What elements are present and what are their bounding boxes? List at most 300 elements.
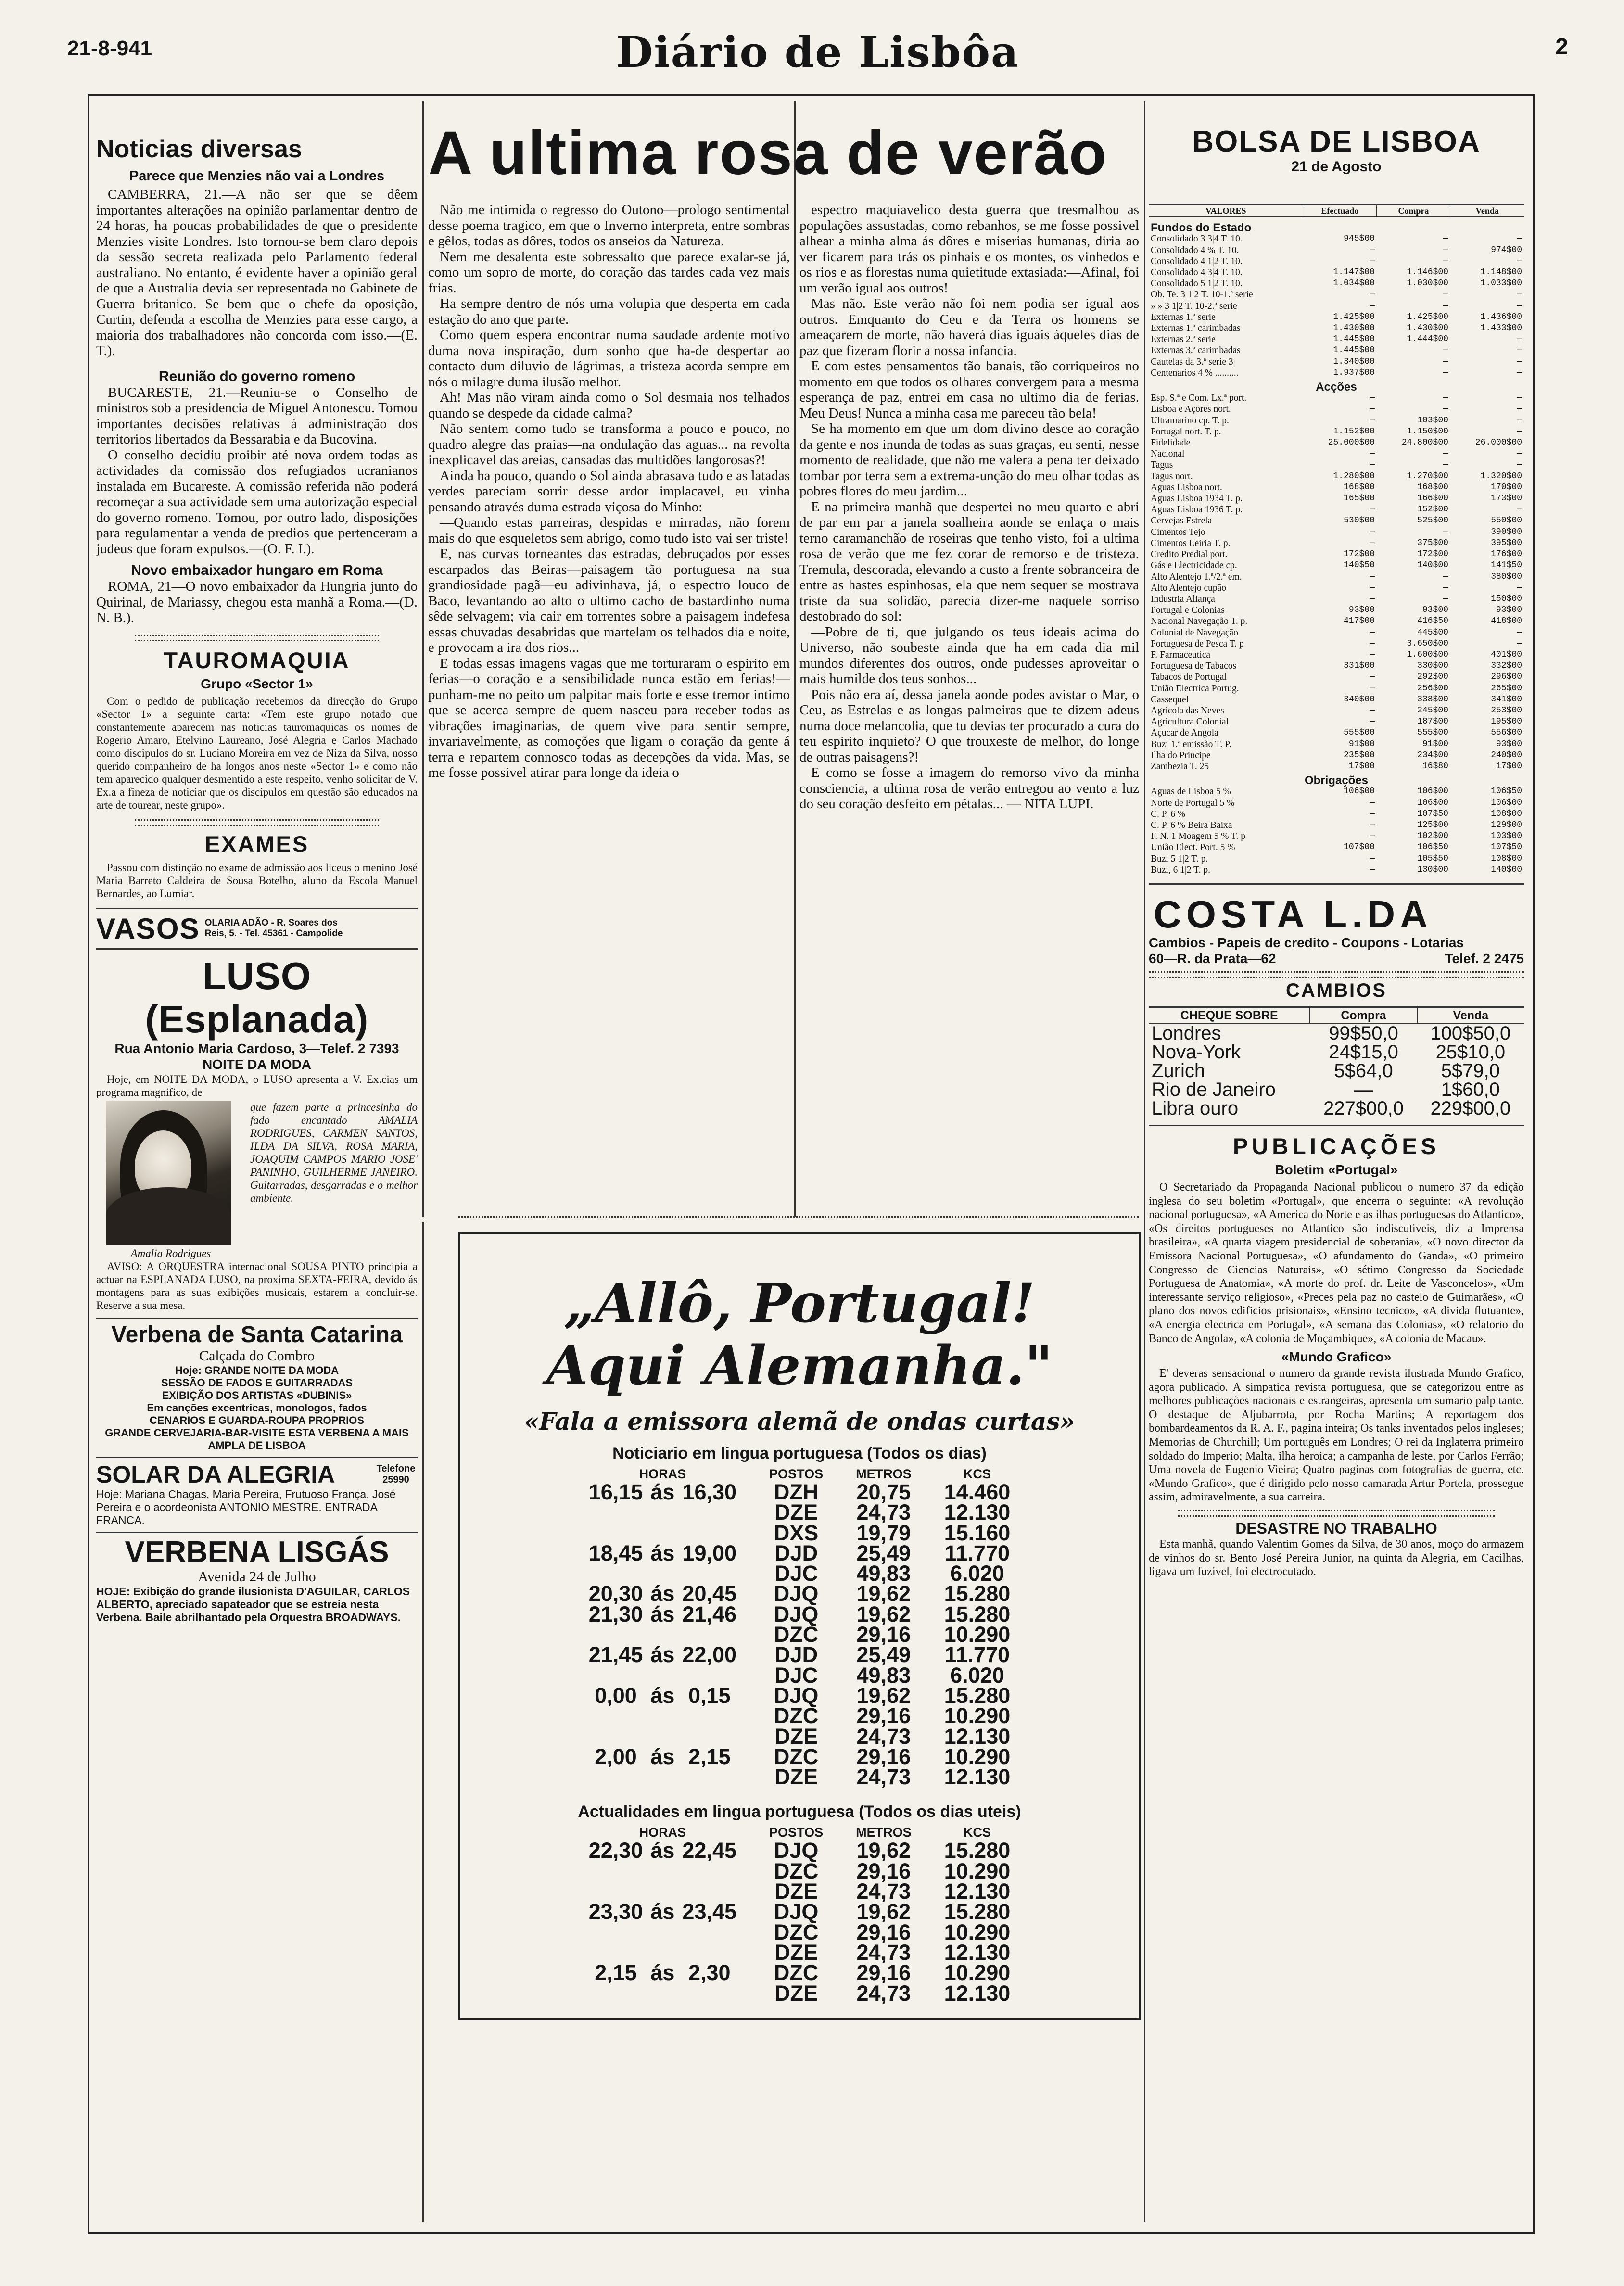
schedule-row-cell [678,1881,740,1902]
bolsa-row [1149,245,1524,256]
bolsa-row-cell: Colonial de Navegação [1151,627,1238,638]
schedule-row-cell: 49,83 [856,1561,911,1586]
schedule-row-cell: 29,16 [856,1858,911,1883]
bolsa-row-cell: 172$00 [1344,549,1375,559]
bolsa-row-cell: 1.270$00 [1407,471,1448,481]
solar-title: SOLAR DA ALEGRIA [96,1460,335,1488]
bolsa-row [1149,572,1524,583]
bolsa-row [1149,864,1524,876]
bolsa-row-cell: Buzi, 6 1|2 T. p. [1151,864,1210,875]
schedule-row [585,1482,1015,1502]
cambios-row [1149,1099,1524,1118]
schedule-row [585,1502,1015,1523]
bolsa-row [1149,448,1524,459]
schedule-row-cell: DZE [774,1940,818,1965]
bolsa-row [1149,404,1524,415]
bolsa-row [1149,705,1524,716]
bolsa-row-cell: Portugal nort. T. p. [1151,426,1221,437]
cambios-row-cell: 99$50,0 [1329,1022,1398,1044]
bolsa-row-cell: Gás e Electricidade cp. [1151,560,1237,571]
bolsa-section: Fundos do Estado [1151,221,1252,235]
lisgas-body: HOJE: Exibição do grande ilusionista D'AGUILAR, CARLOS ALBERTO, apreciado sapateador que se estreia nesta Verbena. Baile abrilhantado pela Orquestra BROADWAYS. [96,1585,410,1624]
bolsa-row-cell: — [1517,356,1522,367]
bolsa-row-cell: Cervejas Estrela [1151,516,1212,526]
schedule-row-cell: 29,16 [856,1919,911,1944]
bolsa-row-cell: — [1517,627,1522,637]
luso-address: Rua Antonio Maria Cardoso, 3—Telef. 2 7393 [114,1041,399,1056]
schedule-row-cell: 10.290 [944,1960,1011,1985]
bolsa-row-cell: 168$00 [1417,482,1448,492]
schedule-row-cell: DJC [774,1561,818,1586]
col-horas: HORAS [639,1467,686,1481]
cambios-row-cell: 5$64,0 [1334,1060,1393,1081]
bolsa-row [1149,368,1524,379]
bolsa-row-cell: 24.800$00 [1401,438,1448,448]
cambios-row-cell: 100$50,0 [1430,1022,1511,1044]
bolsa-row-cell: — [1443,245,1448,255]
column-rule [422,1222,424,2222]
schedule-row-cell: DZE [774,1981,818,2006]
bolsa-row-cell: 165$00 [1344,494,1375,504]
schedule-row-cell [647,1523,678,1543]
bolsa-row-cell: 1.600$00 [1407,649,1448,660]
cambios-row [1149,1043,1524,1062]
schedule-row [585,1943,1015,1963]
bolsa-row [1149,716,1524,727]
bolsa-row [1149,527,1524,538]
bolsa-row-cell: 140$00 [1417,560,1448,571]
schedule-row-cell: 23,45 [682,1899,737,1924]
bolsa-row-cell: Ob. Te. 3 1|2 T. 10-1.ª serie [1151,290,1253,300]
bolsa-row-cell: 380$00 [1491,572,1522,582]
bolsa-row [1149,278,1524,289]
verbena-line: GRANDE CERVEJARIA-BAR-VISITE ESTA VERBENA A MAIS AMPLA DE LISBOA [105,1426,409,1451]
bolsa-row-cell: — [1517,505,1522,515]
schedule-row-cell: DZE [774,1765,818,1790]
schedule-row-cell: 12.130 [944,1500,1011,1525]
bolsa-row-cell: — [1370,393,1375,403]
issue-date: 21-8-941 [67,37,152,60]
bolsa-row-cell: 234$00 [1417,750,1448,760]
bolsa-row-cell: — [1370,627,1375,637]
verbena-line: EXIBIÇÃO DOS ARTISTAS «DUBINIS» [162,1389,352,1401]
radio-ad [458,1232,1141,2020]
bolsa-row [1149,437,1524,448]
bolsa-row-cell: 265$00 [1491,683,1522,693]
bolsa-row-cell: — [1370,594,1375,604]
schedule-row-cell: 19,62 [856,1581,911,1606]
col-postos: POSTOS [769,1467,824,1481]
cambios-header [1149,1007,1524,1024]
bolsa-row-cell: Agricultura Colonial [1151,717,1229,727]
schedule-row-cell [585,1861,647,1881]
cambios-row-cell: 227$00,0 [1323,1097,1404,1119]
schedule-row-cell: ás [650,1838,675,1863]
article-paragraph: E com estes pensamentos tão banais, tão corriqueiros no momento em que todos os olhares convergem para a mesma esperança de paz, entrei em casa no ultimo dia de ferias. Meu Deus! Nunca a minha casa me pareceu tão bela! [799,358,1139,421]
bolsa-row-cell: 1.444$00 [1407,334,1448,344]
publicacoes-subtitle-1: Boletim «Portugal» [1275,1162,1398,1177]
bolsa-row-cell: 140$00 [1491,864,1522,875]
bolsa-section: Obrigações [1304,774,1369,787]
desastre-title: DESASTRE NO TRABALHO [1235,1520,1437,1537]
bolsa-row-cell: 418$00 [1491,616,1522,626]
bolsa-row-cell: — [1517,368,1522,378]
bolsa-row-cell: Externas 1.ª carimbadas [1151,323,1241,334]
schedule-row-cell: ás [650,1480,675,1504]
schedule-row-cell: 25,49 [856,1642,911,1667]
bolsa-row-cell: Açucar de Angola [1151,728,1218,738]
bolsa-row [1149,549,1524,560]
schedule-row-cell: 12.130 [944,1724,1011,1749]
divider [135,635,379,641]
bolsa-row-cell: 256$00 [1417,683,1448,693]
verbena-subtitle: Calçada do Combro [199,1347,315,1364]
bolsa-row-cell: — [1370,683,1375,693]
bolsa-row-cell: C. P. 6 % [1151,809,1186,819]
bolsa-row [1149,301,1524,312]
schedule-row-cell [647,1922,678,1943]
schedule-row-cell: 2,15 [688,1744,731,1769]
schedule-row [585,1767,1015,1787]
schedule-row-cell [678,1861,740,1881]
schedule-row-cell: 11.770 [944,1642,1010,1667]
bolsa-row-cell: — [1370,449,1375,459]
bolsa-row-cell: — [1517,290,1522,300]
schedule-row-cell: 24,73 [856,1724,911,1749]
bolsa-row-cell: 417$00 [1344,616,1375,626]
bolsa-row [1149,853,1524,864]
schedule-row-cell: 22,45 [682,1838,737,1863]
bolsa-row-cell: 1.030$00 [1407,279,1448,289]
bolsa-row-cell: Consolidado 5 1|2 T. 10. [1151,279,1243,289]
bolsa-row-cell: — [1517,256,1522,266]
bolsa-row-cell: — [1517,334,1522,344]
cambios-row-cell: 229$00,0 [1430,1097,1511,1119]
bolsa-row [1149,638,1524,649]
article-paragraph: Como quem espera encontrar numa saudade ardente motivo duma nova inspiração, dum sonho que ha-de despertar ao contacto dum diluvio de lágrimas, a tristeza acorda sempre em nós o milagre duma ilusão melhor. [428,327,790,390]
bolsa-row-cell: Externas 1.ª serie [1151,312,1216,322]
schedule-row-cell: DJQ [774,1899,819,1924]
bolsa-row [1149,289,1524,300]
schedule-row-cell: 6.020 [950,1663,1004,1688]
bolsa-row-cell: 401$00 [1491,649,1522,660]
schedule-row-cell: ás [650,1642,675,1667]
schedule-row [585,1706,1015,1726]
schedule-row-cell [585,1706,647,1726]
schedule-row-cell: 2,30 [688,1960,731,1985]
schedule-row-cell: 15.280 [944,1601,1011,1626]
tauromaquia-body: Com o pedido de publicação recebemos da direcção do Grupo «Sector 1» a seguinte carta: «Tem este grupo notado que constantemente aparecem nas noticias tauromaquicas os nomes de Rogerio Amaro, Etelvino Laureano, José Alegria e Carlos Machado como discipulos do sr. Luciano Moreira em vez de Niza da Silva, nosso querido companheiro de ha longos anos neste «Sector 1» e como não tem aparecido qualquer desmentido a este respeito, venho solicitar de V. Ex.a a fineza de noticiar que os discipulos em questão são educados na arte de tourear, neste grupo». [96,695,418,811]
schedule-row-cell [585,1665,647,1686]
bolsa-row-cell: Industria Aliança [1151,594,1215,604]
schedule-row-cell [585,1767,647,1787]
bolsa-row-cell: Tagus nort. [1151,471,1193,482]
schedule-row-cell: DZH [774,1480,819,1504]
bolsa-row-cell: 166$00 [1417,494,1448,504]
vasos-title: VASOS [96,912,200,945]
schedule-row-cell: 24,73 [856,1981,911,2006]
newspaper-title: Diário de Lisbôa [616,27,1020,77]
schedule-row-cell: 10.290 [944,1744,1011,1769]
col-efectuado: Efectuado [1303,205,1377,217]
bolsa-row-cell: Alto Alentejo cupão [1151,583,1227,593]
schedule-row-cell: 19,62 [856,1683,911,1708]
schedule-row-cell [585,1983,647,2004]
schedule-row [585,1625,1015,1645]
bolsa-row [1149,809,1524,820]
bolsa-row-cell: 338$00 [1417,694,1448,704]
col-kcs: KCS [963,1825,991,1840]
bolsa-row [1149,616,1524,627]
bolsa-row-cell: — [1517,345,1522,356]
schedule-row-cell [647,1665,678,1686]
col-cheque: CHEQUE SOBRE [1149,1007,1310,1024]
right-column [1149,101,1524,1579]
bolsa-row-cell: — [1370,245,1375,255]
schedule-row-cell: 15.280 [944,1838,1011,1863]
lisgas-subtitle: Avenida 24 de Julho [198,1568,316,1585]
bolsa-row-cell: 1.034$00 [1333,279,1375,289]
bolsa-row-cell: Buzi 1.ª emissão T. P. [1151,739,1231,749]
bolsa-row-cell: 332$00 [1491,661,1522,671]
schedule-row-cell [647,1881,678,1902]
cambios-title: CAMBIOS [1286,979,1387,1001]
schedule-row-cell: DJQ [774,1838,819,1863]
bolsa-row-cell: 187$00 [1417,717,1448,727]
bolsa-row-cell: 102$00 [1417,831,1448,841]
bolsa-row-cell: 129$00 [1491,820,1522,830]
bolsa-row [1149,267,1524,278]
bolsa-row-cell: 26.000$00 [1475,438,1522,448]
bolsa-row-cell: — [1370,649,1375,660]
desastre-body: Esta manhã, quando Valentim Gomes da Silva, de 30 anos, moço do armazem de vinhos do sr. Bento José Pereira Junior, na quinta da Alegria, em Cacilhas, ligava um fuzivel, foi electrocutado. [1149,1538,1524,1578]
bolsa-row-cell: União Elect. Port. 5 % [1151,842,1235,853]
article-paragraph: Pois não era aí, dessa janela aonde podes avistar o Mar, o Ceu, as Estrelas e as longas palmeiras que te dizem adeus numa doce melancolia, que tu devias ter procurado a cura do teu espirito inquieto? O que trouxeste de melhor, do longe de outras paisagens?! [799,686,1139,765]
bolsa-row-cell: 1.148$00 [1480,267,1522,278]
schedule-row-cell: ás [650,1601,675,1626]
schedule-row-cell [647,1727,678,1747]
bolsa-row-cell: — [1370,527,1375,537]
schedule-row-cell [678,1767,740,1787]
bolsa-row-cell: — [1370,798,1375,808]
bolsa-row-cell: Aguas de Lisboa 5 % [1151,787,1231,797]
publicacoes-subtitle-2: «Mundo Grafico» [1281,1349,1392,1365]
schedule-row [585,1841,1015,1861]
bolsa-row-cell: — [1370,290,1375,300]
schedule-row-cell [647,1943,678,1963]
bolsa-row-cell: 1.445$00 [1333,345,1375,356]
schedule-row-cell: 0,00 [595,1683,637,1708]
bolsa-row-cell: — [1370,538,1375,548]
headline-menzies: Parece que Menzies não vai a Londres [129,168,385,184]
schedule-row [585,1881,1015,1902]
bolsa-date: 21 de Agosto [1291,159,1382,175]
bolsa-row [1149,583,1524,594]
schedule-row-cell: 20,75 [856,1480,911,1504]
bolsa-row-cell: 1.152$00 [1333,426,1375,436]
bolsa-row-cell: 240$00 [1491,750,1522,760]
publicacoes-body-2: E' deveras sensacional o numero da grande revista ilustrada Mundo Grafico, agora publicado. A simpatica revista portuguesa, que se categorizou entre as melhores publicações nacionais e estrangeiras, apresenta um sumario palpitante. O destaque de Aljubarrota, por Rocha Martins; A reportagem dos bombardeamentos da R. A. F., pagina inteira; Os tanks inventados pelos ingleses; Memorias de Churchill; Um português em Londres; O rei da Inglaterra primeiro soldado do Imperio; Malta, ilha heroica; a campanha de leste, por Carlos Ferrão; Uma novela de Eugenio Vieira; Quatro paginas com fotografias de guerra, etc. «Mundo Grafico», que é dirigido pelo nosso camarada Artur Portela, prossegue assim, admiravelmente, a sua carreira. [1149,1367,1524,1504]
verbena-line: CENARIOS E GUARDA-ROUPA PROPRIOS [149,1414,365,1426]
verbena-title: Verbena de Santa Catarina [111,1321,403,1347]
schedule-row [585,1983,1015,2004]
schedule-row-cell: 21,45 [588,1642,643,1667]
bolsa-row-cell: — [1443,449,1448,459]
schedule-row [585,1686,1015,1706]
column-rule [794,101,796,1217]
masthead [67,27,1568,80]
schedule-row-cell: 10.290 [944,1919,1011,1944]
costa-address: 60—R. da Prata—62 [1149,951,1276,966]
bolsa-row-cell: 1.146$00 [1407,267,1448,278]
schedule-row-cell [585,1922,647,1943]
schedule-row-cell: DZC [774,1919,819,1944]
bolsa-row-cell: 108$00 [1491,853,1522,864]
bolsa-title: BOLSA DE LISBOA [1192,125,1481,158]
bolsa-row [1149,504,1524,515]
bolsa-row-cell: — [1443,594,1448,604]
col-venda: Venda [1450,205,1524,217]
bolsa-row-cell: — [1443,572,1448,582]
schedule-row [585,1563,1015,1584]
ad-title-alemanha: Aqui Alemanha." [546,1334,1053,1397]
schedule-row-cell: ás [650,1683,675,1708]
schedule-row-cell [585,1563,647,1584]
bolsa-row-cell: 331$00 [1344,661,1375,671]
bolsa-row [1149,482,1524,493]
article-paragraph: Nem me desalenta este sobressalto que parece exalar-se já, como um sopro de morte, do coração das tardes cada vez mais frias. [428,249,790,296]
bolsa-row-cell: 17$00 [1348,761,1375,771]
bolsa-row-cell: 106$00 [1344,787,1375,797]
bolsa-row-cell: 1.147$00 [1333,267,1375,278]
bolsa-row-cell: Consolidado 4 3|4 T. 10. [1151,267,1243,278]
article-column-1 [428,202,790,781]
bolsa-row-cell: Ultramarino cp. T. p. [1151,415,1229,426]
bolsa-row [1149,842,1524,853]
divider [1149,883,1524,885]
bolsa-row-cell: Consolidado 3 3|4 T. 10. [1151,234,1243,244]
divider [96,1457,418,1458]
bolsa-row [1149,649,1524,660]
col-valores: VALORES [1205,206,1246,216]
schedule-row-cell: 29,16 [856,1703,911,1728]
bolsa-row-cell: Aguas Lisboa nort. [1151,482,1222,493]
bolsa-row-cell: — [1370,831,1375,841]
bolsa-row [1149,233,1524,244]
bolsa-row-cell: 416$50 [1417,616,1448,626]
schedule-row-cell: 10.290 [944,1703,1011,1728]
vasos-line2: Reis, 5. - Tel. 45361 - Campolide [204,928,343,939]
bolsa-row-cell: — [1443,356,1448,367]
cambios-row-cell: Zurich [1152,1060,1205,1081]
bolsa-row-cell: 17$00 [1496,761,1522,771]
bolsa-row-cell: 103$00 [1417,415,1448,425]
bolsa-row-cell: Externas 2.ª serie [1151,334,1216,345]
schedule-row-cell [647,1767,678,1787]
article-paragraph: E como se fosse a imagem do remorso vivo da minha consciencia, a ultima rosa de verão entregou ao vento a luz do seu coração desfeito em pétalas... — NITA LUPI. [799,765,1139,812]
bolsa-row-cell: 16$80 [1422,761,1448,771]
bolsa-row-cell: Centenarios 4 % .......... [1151,368,1239,378]
schedule-row-cell: 21,30 [588,1601,643,1626]
bolsa-row-cell: 108$00 [1491,809,1522,819]
verbena-line: SESSÃO DE FADOS E GUITARRADAS [161,1376,353,1389]
divider [135,819,379,826]
bolsa-row-cell: — [1443,393,1448,403]
schedule-row-cell: 23,30 [588,1899,643,1924]
schedule-row-cell: 2,15 [595,1960,637,1985]
bolsa-row [1149,393,1524,404]
feature-article [428,101,1140,190]
column-rule [1144,101,1145,2222]
schedule-row-cell: DZE [774,1879,818,1904]
bolsa-row-cell: — [1443,527,1448,537]
bolsa-row-cell: 974$00 [1491,245,1522,255]
bolsa-row-cell: 195$00 [1491,717,1522,727]
divider [1149,1125,1524,1126]
bolsa-row-cell: Aguas Lisboa 1936 T. p. [1151,505,1243,515]
verbena-line: Hoje: GRANDE NOITE DA MODA [175,1364,339,1376]
bolsa-row-cell: Consolidado 4 % T. 10. [1151,245,1239,255]
bolsa-row-cell: — [1370,853,1375,864]
bolsa-row-cell: 253$00 [1491,705,1522,715]
bolsa-row [1149,459,1524,470]
bolsa-row-cell: Tabacos de Portugal [1151,672,1227,683]
bolsa-row-cell: 445$00 [1417,627,1448,637]
bolsa-section: Acções [1316,381,1357,394]
schedule-row-cell: ás [650,1744,675,1769]
bolsa-row-cell: 107$50 [1417,809,1448,819]
article-paragraph: Não sentem como tudo se transforma a pouco e pouco, no quadro alegre das praias—na ondulação das aguas... na revolta inexplicavel das areias, cansadas das multidões langorosas?! [428,421,790,468]
article-hungaro: ROMA, 21—O novo embaixador da Hungria junto do Quirinal, de Mariassy, chegou esta manhã a Roma.—(D. N. B.). [96,579,418,625]
bolsa-row-cell: — [1517,583,1522,593]
bolsa-row-cell: Fidelidade [1151,438,1191,448]
schedule-1-table [585,1466,1015,1790]
bolsa-row-cell: 140$50 [1344,560,1375,571]
article-paragraph: Se ha momento em que um dom divino desce ao coração da gente e nos inunda de todas as suas graças, eu senti, nesse momento de realidade, que não me valera a pena ter deixado tombar por terra sem a extrema-unção do meu olhar todas as pobres flores do meu jardim... [799,421,1139,499]
bolsa-row-cell: 556$00 [1491,728,1522,738]
bolsa-row [1149,323,1524,334]
vasos-line1: OLARIA ADÃO - R. Soares dos [204,918,338,928]
bolsa-row-cell: Nacional Navegação T. p. [1151,616,1248,627]
photo-caption: Amalia Rodrigues [130,1247,211,1259]
schedule-row-cell: 16,30 [682,1480,737,1504]
bolsa-row [1149,820,1524,831]
bolsa-row-cell: — [1370,864,1375,875]
bolsa-row [1149,672,1524,683]
article-paragraph: Não me intimida o regresso do Outono—prologo sentimental desse poema tragico, em que o Inverno interpreta, entre sombras e gêlos, todas as dôres, todos os anseios da Natureza. [428,202,790,249]
schedule-row-cell: 11.770 [944,1540,1010,1565]
cambios-row [1149,1080,1524,1099]
luso-intro: Hoje, em NOITE DA MODA, o LUSO apresenta a V. Ex.cias um programa magnifico, de [96,1073,418,1098]
bolsa-row-cell: — [1517,638,1522,648]
bolsa-row-cell: 1.445$00 [1333,334,1375,344]
divider [96,948,418,950]
bolsa-row [1149,750,1524,761]
bolsa-row-cell: — [1370,301,1375,311]
schedule-row-cell [585,1727,647,1747]
bolsa-row-cell: 172$00 [1417,549,1448,559]
solar-body: Hoje: Mariana Chagas, Maria Pereira, Frutuoso França, José Pereira e o acordeonista ANTONIO MESTRE. ENTRADA FRANCA. [96,1487,396,1526]
schedule-row-cell [585,1625,647,1645]
bolsa-row-cell: 176$00 [1491,549,1522,559]
bolsa-row-cell: — [1517,234,1522,244]
bolsa-row [1149,415,1524,426]
schedule-row-cell: 19,62 [856,1838,911,1863]
divider [96,908,418,909]
bolsa-row-cell: Credito Predial port. [1151,549,1228,560]
bolsa-row [1149,334,1524,345]
bolsa-row-cell: — [1517,301,1522,311]
